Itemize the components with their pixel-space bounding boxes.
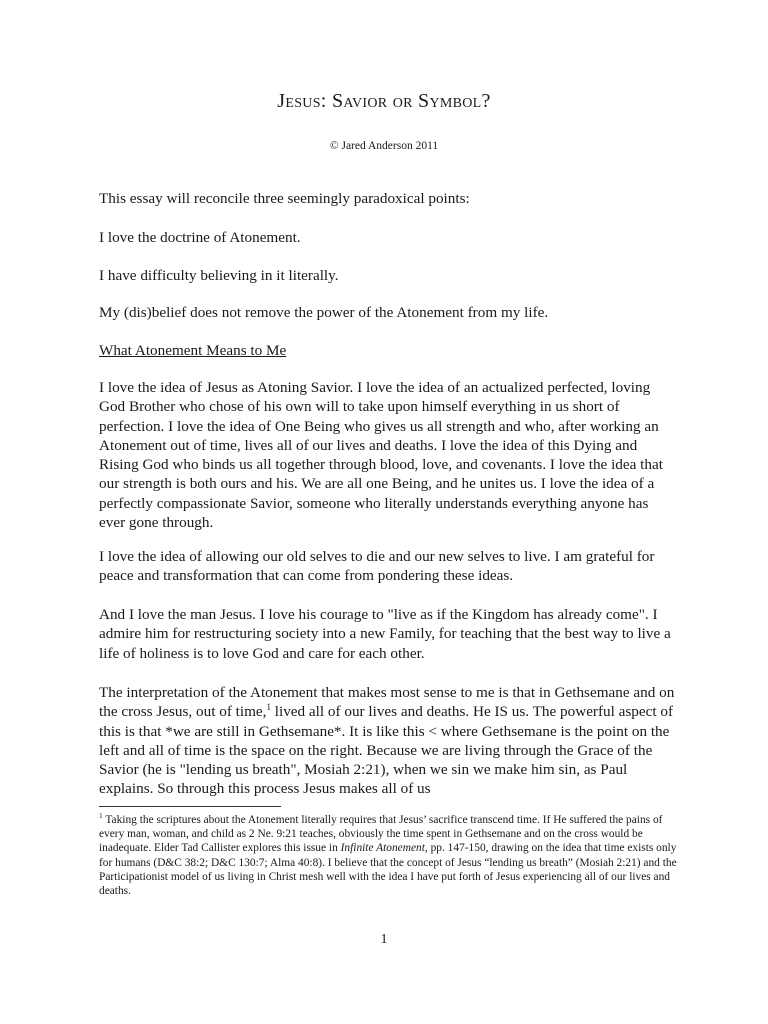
footnote-text-part2: , pp. 147-150, drawing on the idea that time exists only for humans (D&C 38:2; D&C 130:7; Alma 40:8). I believe that the concept of Jesus “lending us breath” (Mosiah 2:21) and the Participationist model of us living in Christ mesh well with the idea I have put forth of Jesus experiencing all of our lives and deaths. xyxy=(99,842,677,898)
paragraph-old-selves: I love the idea of allowing our old selves to die and our new selves to live. I am grateful for peace and transformation that can come from pondering these ideas. xyxy=(99,548,655,585)
document-title: Jesus: Savior or Symbol? xyxy=(277,90,491,112)
point-two: I have difficulty believing in it literally. xyxy=(99,267,339,284)
footnote-marker: 1 xyxy=(99,811,103,821)
copyright-line: © Jared Anderson 2011 xyxy=(329,140,439,152)
paragraph-interpretation xyxy=(99,683,675,799)
footnote-reference[interactable]: 1 xyxy=(266,702,271,713)
footnote-book-title: Infinite Atonement xyxy=(340,842,425,855)
paragraph-interpretation-part2: lived all of our lives and deaths. He IS us. The powerful aspect of this is that *we are still in Gethsemane*. It is like this < where Gethsemane is the point on the left and all of time is the space on the right. Because we are living through the Grace of the Savior (he is "lending us breath", Mosiah 2:21), when we sin we make him sin, as Paul explains. So through this process Jesus makes all of us xyxy=(99,703,674,798)
paragraph-interpretation-part1: The interpretation of the Atonement that makes most sense to me is that in Gethsemane and on the cross Jesus, out of time, xyxy=(99,684,675,721)
section-heading: What Atonement Means to Me xyxy=(99,342,287,359)
footnote xyxy=(99,813,681,898)
paragraph-atoning-savior: I love the idea of Jesus as Atoning Savior. I love the idea of an actualized perfected, loving God Brother who chose of his own will to take upon himself everything in us short of perfection. I love the idea of One Being who gives us all strength and who, after working an Atonement out of time, lives all of our lives and deaths. I love the idea of this Dying and Rising God who binds us all together through blood, love, and covenants. I love the idea that our strength is both ours and his. We are all one Being, and he unites us. I love the idea of a perfectly compassionate Savior, someone who literally understands everything anyone has ever gone through. xyxy=(99,379,663,532)
page-number: 1 xyxy=(380,932,388,947)
footnote-text-part1: Taking the scriptures about the Atonement literally requires that Jesus’ sacrifice transcend time. If He suffered the pains of every man, woman, and child as 2 Ne. 9:21 teaches, obviously the time spent in Gethsemane and on the cross would be inadequate. Elder Tad Callister explores this issue in xyxy=(99,814,663,855)
paragraph-man-jesus: And I love the man Jesus. I love his courage to "live as if the Kingdom has already come". I admire him for restructuring society into a new Family, for teaching that the best way to live a life of holiness is to love God and care for each other. xyxy=(99,606,671,662)
point-three: My (dis)belief does not remove the power of the Atonement from my life. xyxy=(99,304,549,321)
footnote-divider xyxy=(99,806,281,807)
point-one: I love the doctrine of Atonement. xyxy=(99,229,301,246)
intro-paragraph: This essay will reconcile three seemingly paradoxical points: xyxy=(99,190,470,207)
